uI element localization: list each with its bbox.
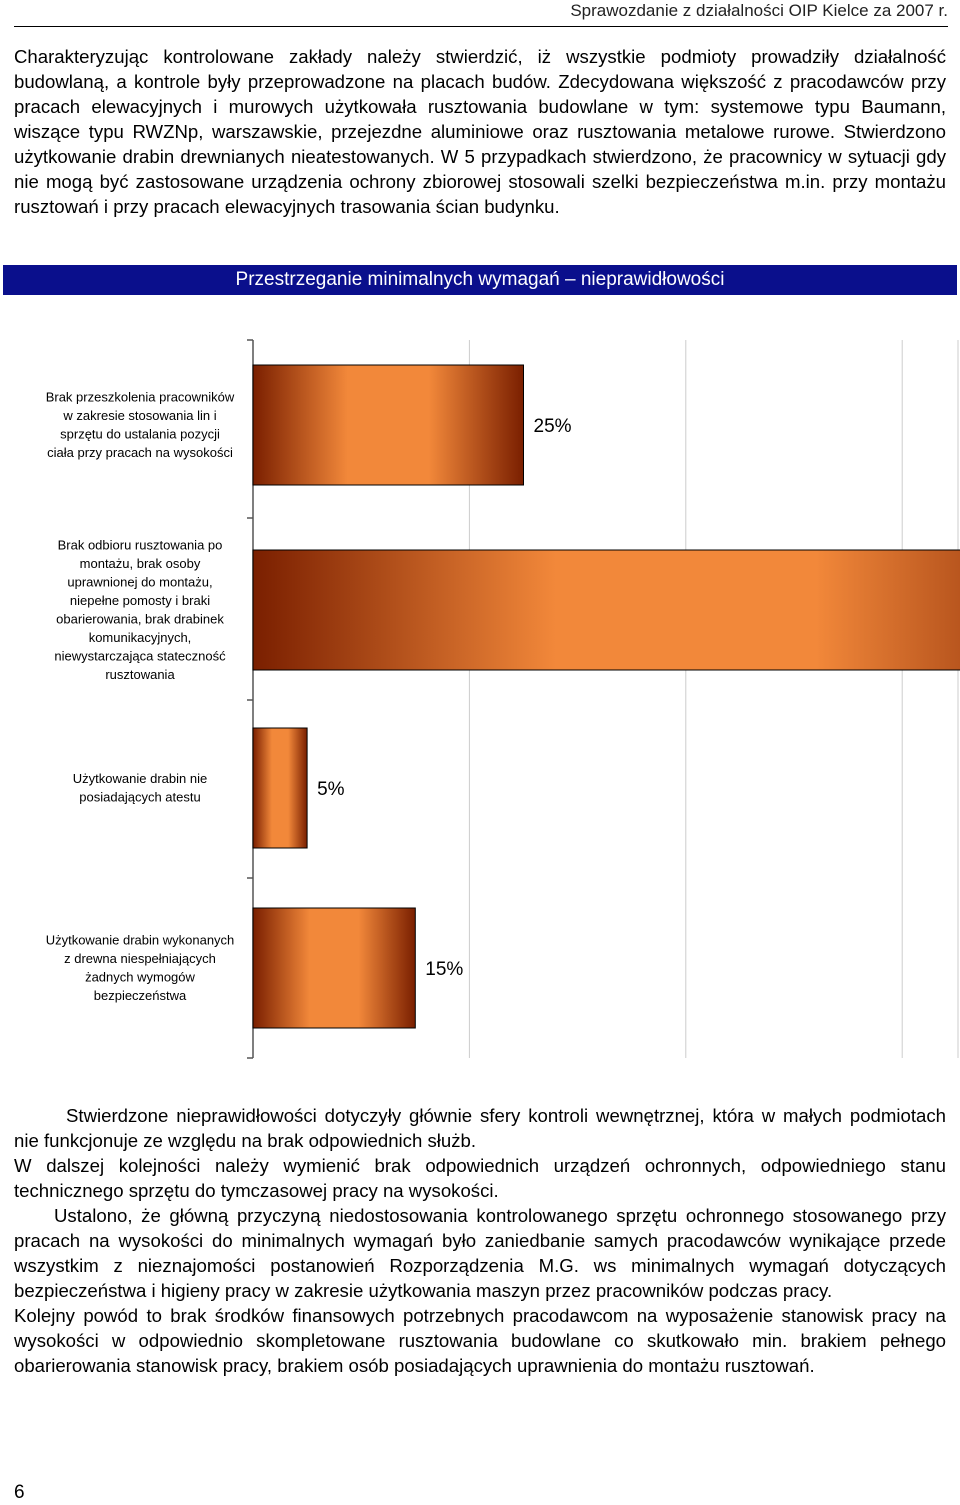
category-label-1 [46, 389, 235, 460]
category-label-line: Użytkowanie drabin wykonanych [45, 932, 235, 948]
category-label-line: sprzętu do ustalania pozycji [60, 426, 220, 442]
category-label-line: rusztowania [105, 666, 175, 682]
category-label-3 [73, 771, 207, 805]
category-label-line: niepełne pomosty i braki [69, 592, 211, 608]
value-label-3: 5% [317, 779, 345, 800]
category-label-line: ciała przy pracach na wysokości [47, 444, 233, 460]
category-label-line: obarierowania, brak drabinek [56, 611, 224, 627]
category-label-line: uprawnionej do montażu, [67, 574, 213, 590]
closing-paragraph-3: Ustalono, że główną przyczyną niedostosowania kontrolowanego sprzętu ochronnego stosowanego przy pracach na wysokości do minimalnych wymagań było zaniedbanie samych pracodawców wynikające przede wszystkim z nieznajomości postanowień Rozporządzenia M.G. ws minimalnych wymagań dotyczących bezpieczeństwa i higieny pracy w zakresie użytkowania maszyn przez pracowników podczas pracy. [14, 1205, 946, 1301]
nonconformities-bar-chart [0, 330, 960, 1070]
page-number: 6 [14, 1482, 25, 1503]
closing-paragraph-1: Stwierdzone nieprawidłowości dotyczyły głównie sfery kontroli wewnętrznej, która w małych podmiotach nie funkcjonuje ze względu na brak odpowiednich służb. [14, 1105, 946, 1151]
category-label-line: żadnych wymogów [85, 969, 195, 985]
section-banner: Przestrzeganie minimalnych wymagań – nieprawidłowości [3, 265, 957, 295]
category-label-line: niewystarczająca stateczność [54, 648, 226, 664]
bar-1 [253, 365, 524, 485]
closing-paragraph-4: Kolejny powód to brak środków finansowych potrzebnych pracodawcom na wyposażenie stanowisk pracy na wysokości w odpowiednio skompletowane rusztowania budowlane co skutkowało min. brakiem pełnego obarierowania stanowisk pracy, brakiem osób posiadających uprawnienia do montażu rusztowań. [14, 1305, 946, 1376]
bar-2 [253, 550, 960, 670]
document-header: Sprawozdanie z działalności OIP Kielce za 2007 r. [570, 1, 948, 20]
category-label-line: z drewna niespełniających [64, 950, 216, 966]
bar-3 [253, 728, 307, 848]
intro-paragraph: Charakteryzując kontrolowane zakłady należy stwierdzić, iż wszystkie podmioty prowadziły działalność budowlaną, a kontrole były przeprowadzone na placach budów. Zdecydowana większość z pracodawców przy pracach elewacyjnych i murowych użytkowała rusztowania budowlane w tym: systemowe typu Baumann, wiszące typu RWZNp, warszawskie, przejezdne aluminiowe oraz rusztowania metalowe rurowe. Stwierdzono użytkowanie drabin drewnianych nieatestowanych. W 5 przypadkach stwierdzono, że pracownicy w sytuacji gdy nie mogą być zastosowane urządzenia ochrony zbiorowej stosowali szelki bezpieczeństwa m.in. przy montażu rusztowań i przy pracach elewacyjnych trasowania ścian budynku. [14, 46, 946, 217]
category-label-2 [54, 537, 226, 682]
category-label-line: posiadających atestu [79, 789, 201, 805]
category-label-line: komunikacyjnych, [88, 629, 192, 645]
category-label-line: montażu, brak osoby [79, 555, 201, 571]
closing-text [14, 1103, 946, 1378]
category-label-line: Użytkowanie drabin nie [72, 770, 208, 786]
bar-4 [253, 908, 415, 1028]
category-label-line: bezpieczeństwa [93, 987, 187, 1003]
value-label-1: 25% [533, 416, 572, 437]
closing-paragraph-2: W dalszej kolejności należy wymienić brak odpowiednich urządzeń ochronnych, odpowiedniego stanu technicznego sprzętu do tymczasowej pracy na wysokości. [14, 1155, 946, 1201]
category-label-line: w zakresie stosowania lin i [63, 407, 217, 423]
value-label-4: 15% [425, 959, 464, 980]
header-rule [14, 26, 948, 27]
category-label-line: Brak przeszkolenia pracowników [45, 389, 235, 405]
category-label-line: Brak odbioru rusztowania po [57, 537, 223, 553]
category-label-4 [46, 932, 235, 1003]
